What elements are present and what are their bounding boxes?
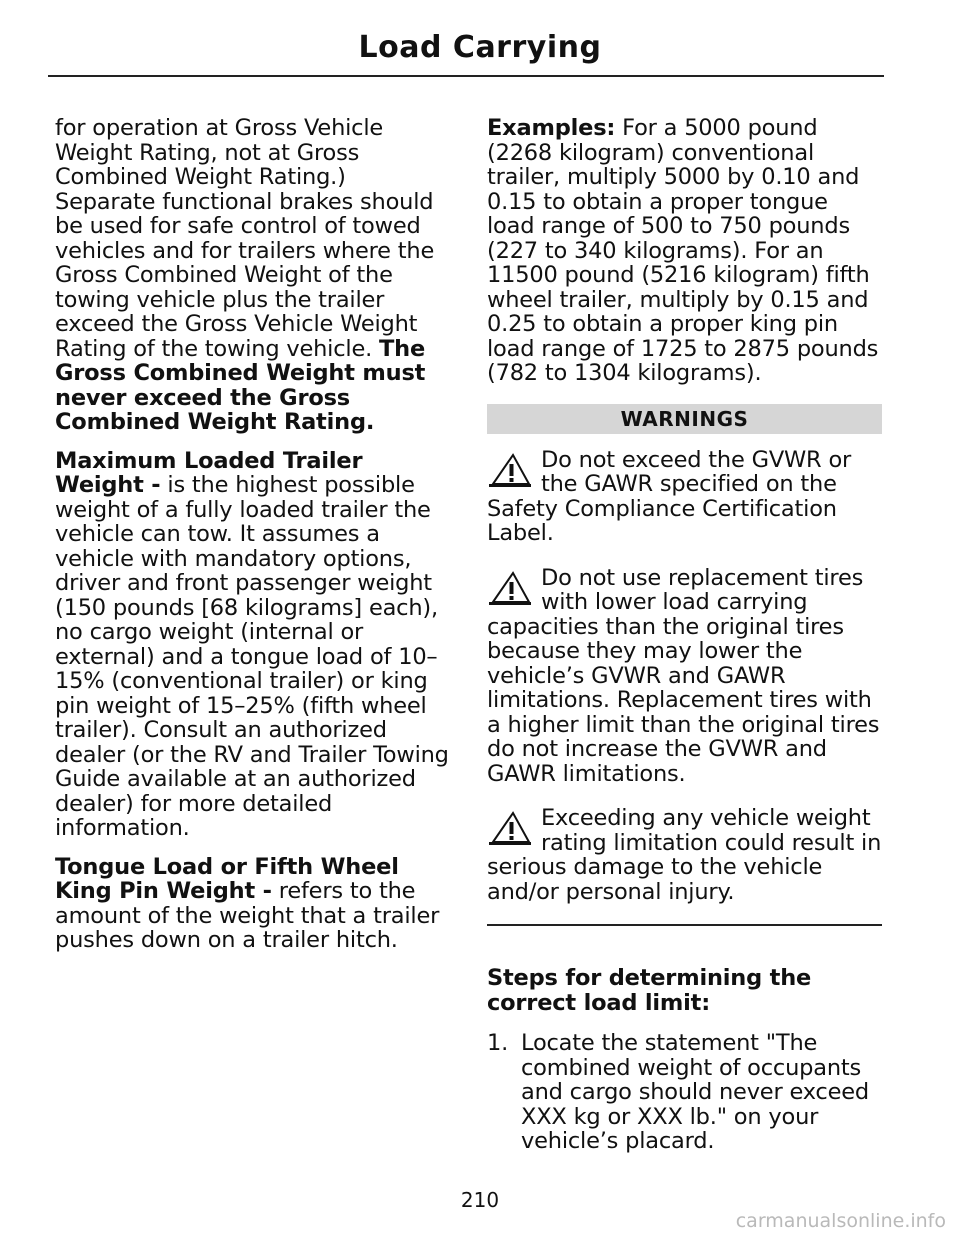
warning-item	[487, 566, 882, 787]
warnings-header: WARNINGS	[487, 404, 882, 434]
paragraph-gcwr-bold: The Gross Combined Weight must never exceed the Gross Combined Weight Rating.	[55, 335, 426, 435]
definition-max-trailer-weight: is the highest possible weight of a fully loaded trailer the vehicle can tow. It assumes a vehicle with mandatory options, driver and front passenger weight (150 pounds [68 kilograms] each), no cargo weight (internal or external) and a tongue load of 10–15% (conventional trailer) or king pin weight of 15–25% (fifth wheel trailer). Consult an authorized dealer (or the RV and Trailer Towing Guide available at an authorized dealer) for more detailed information.	[55, 472, 449, 841]
warning-item	[487, 448, 882, 546]
header-divider	[48, 75, 884, 77]
paragraph-max-trailer-weight	[55, 449, 450, 841]
warning-text: Do not exceed the GVWR or the GAWR specified on the Safety Compliance Certification Label.	[487, 446, 852, 546]
step-text: Locate the statement "The combined weight of occupants and cargo should never exceed XXX kg or XXX lb." on your vehicle’s placard.	[521, 1030, 869, 1154]
definition-tongue-load: refers to the amount of the weight that a trailer pushes down on a trailer hitch.	[55, 878, 440, 953]
warning-triangle-icon	[487, 568, 533, 608]
paragraph-examples	[487, 116, 882, 386]
step-item	[487, 1031, 882, 1154]
warning-triangle-icon	[487, 808, 533, 848]
paragraph-gcwr	[55, 116, 450, 435]
paragraph-gcwr-text: for operation at Gross Vehicle Weight Rating, not at Gross Combined Weight Rating.) Separate functional brakes should be used for safe control of towed vehicles and for trailers where the Gross Combined Weight of the towing vehicle plus the trailer exceed the Gross Vehicle Weight Rating of the towing vehicle.	[55, 115, 435, 362]
paragraph-tongue-load	[55, 855, 450, 953]
step-number: 1.	[487, 1030, 509, 1056]
page-number: 210	[460, 1188, 500, 1212]
examples-label: Examples:	[487, 115, 616, 141]
watermark: carmanualsonline.info	[735, 1210, 946, 1232]
page-title: Load Carrying	[358, 30, 602, 65]
warning-text: Do not use replacement tires with lower load carrying capacities than the original tires because they may lower the vehicle’s GVWR and GAWR limitations. Replacement tires with a higher limit than the original tires do not increase the GVWR and GAWR limitations.	[487, 564, 880, 787]
term-tongue-load: Tongue Load or Fifth Wheel King Pin Weight -	[55, 853, 399, 904]
examples-text: For a 5000 pound (2268 kilogram) conventional trailer, multiply 5000 by 0.10 and 0.15 to obtain a proper tongue load range of 500 to 750 pounds (227 to 340 kilograms). For an 11500 pound (5216 kilogram) fifth wheel trailer, multiply by 0.15 and 0.25 to obtain a proper king pin load range of 1725 to 2875 pounds (782 to 1304 kilograms).	[487, 115, 879, 386]
right-column	[487, 116, 882, 1154]
warnings-divider	[487, 924, 882, 926]
warning-text: Exceeding any vehicle weight rating limitation could result in serious damage to the vehicle and/or personal injury.	[487, 805, 882, 905]
term-max-trailer-weight: Maximum Loaded Trailer Weight -	[55, 447, 363, 498]
warning-triangle-icon	[487, 450, 533, 490]
warning-item	[487, 806, 882, 904]
steps-heading: Steps for determining the correct load limit:	[487, 965, 812, 1016]
left-column	[55, 116, 450, 967]
